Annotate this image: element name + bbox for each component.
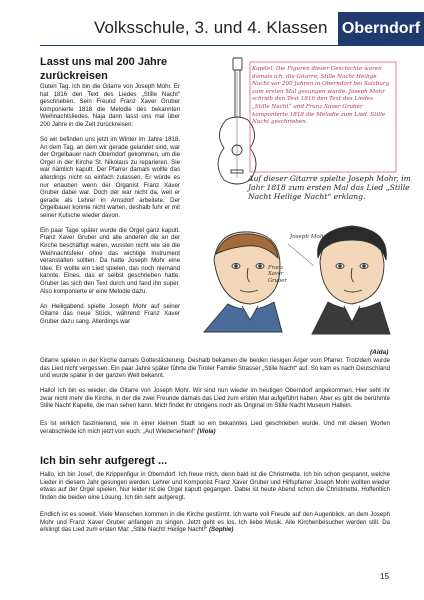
article-paragraph: Ein paar Tage später wurde die Orgel ganz kaputt. Franz Xaver Gruber und alle anderen die an der Kirche beschäftigt waren, wussten nicht wie sie die Weihnachtsfeier ohne das wichtige Instrument veranstalten sollten. Da hatte Joseph Mohr eine Idee. Er wollte ein Lied spielen, das noch niemand kannte. Eines, das er selbst geschrieben hatte. Gruber las sich den Text durch und fand ihn super. Also komponierte er eine Melodie dazu. [40,226,180,295]
handwriting-caption: Auf dieser Gitarre spielte Joseph Mohr, im Jahr 1818 zum ersten Mal das Lied „Stille Nacht Heilige Nacht“ erklang. [248,174,411,201]
handwriting-note: Kapitel: Die Figuren dieser Geschichte waren damals ich, die Gitarre, Stille Nacht Heilige Nacht vor 200 Jahren in Oberndorf bei Salzburg zum ersten Mal gesungen wurde. Joseph Mohr schrieb den Text 1816 den Text des Liedes „Stille Nacht“ und Franz Xaver Gruber komponierte 1818 die Melodie zum Lied. Stille Nacht geschrieben. [252,66,390,126]
page-number: 15 [380,572,389,581]
signature-viola: (Viola) [197,427,216,435]
paragraph-text: Gitarre spielen in der Kirche damals Gotteslästerung. Deshalb bekamen die beiden riesigen Ärger vom Pfarrer. Trotzdem wurde das Lied nicht vergessen. Ein paar Jahre später führte die Tiroler Familie Strasser „Stille Nacht“ auf. So kam es nach Deutschland und wurde später in der ganzen Welt bekannt. [40,357,390,380]
header-rule [40,45,424,46]
paragraph-text: Es ist wirklich faszinierend, wie in einer kleinen Stadt so ein bekanntes Lied geschrieben wurde. Und mit diesen Worten verabschiede ich mich jetzt von euch: „Auf Wiedersehen!“ [40,420,390,435]
article-paragraph [40,420,390,435]
page-header [0,12,424,46]
label-franz-xaver-gruber: Franz Xaver Gruber [268,265,287,284]
label-joseph-mohr: Joseph Mohr [290,234,327,240]
article-paragraph [40,357,390,380]
header-location-tab: Oberndorf [338,12,424,46]
article-paragraph: An Heiligabend spielte Joseph Mohr auf seiner Gitarre das neue Stück, während Franz Xaver Gruber dazu sang. Allerdings war [40,302,180,325]
label-pointer [288,244,314,266]
signature-sophie: (Sophie) [209,526,234,534]
article-title: Lasst uns mal 200 Jahre zurückreisen [40,56,168,82]
article-paragraph: So wir befinden uns jetzt im Winter im Jahre 1818. An dem Tag, an dem wir gerade gelandet sind, war der Orgelbauer nach Oberndorf gekommen, um die Orgel in der Kirche St. Nikolaus zu reparieren. Sie war nämlich kaputt. Der Pfarrer damals wollte das allerdings nicht so einfach zulassen. Er würde es nur erlauben wenn der Organist Franz Xaver Gruber dabei war. Doch der war nicht da, weil er gerade als Lehrer in Arnsdorf arbeitete. Der Orgelbauer konnte nicht warten, deshalb fuhr er mit seiner Kutsche wieder davon. [40,135,180,219]
paragraph-text: Endlich ist es soweit. Viele Menschen kommen in die Kirche gestürmt. Ich warte voll Freude auf den Augenblick, an dem Joseph Mohr und Franz Xaver Gruber anfangen zu singen. Jetzt geht es los. Ich liebe Musik. Alle Kirchenbesucher werden still. Da erklingt das Lied zum ersten Mal: „Stille Nacht! Heilige Nacht!“ [40,511,390,534]
article-paragraph [40,387,390,410]
paragraph-text: Hallo, ich bin Josef, die Krippenfigur in Oberndorf. Ich freue mich, denn bald ist die Christmette. Ich bin schon gespannt, welche Lieder in diesem Jahr gesungen werden. Lehrer und Komponist Franz Xaver Gruber und Hilfspfarrer Joseph Mohr wollten wieder etwas auf der Orgel spielen. Nur leider ist die Orgel kaputt gegangen. Dabei ist heute Abend schon die Christmette. Hoffentlich finden die beiden eine Lösung. Ich bin sehr aufgeregt. [40,471,390,501]
article-paragraph: Guten Tag. Ich bin die Gitarre von Joseph Mohr. Er hat 1816 den Text des Liedes „Stille Nacht“ geschrieben. Sein Freund Franz Xaver Gruber komponierte 1818 die Melodie des bekannten Weihnachtsliedes. Naja dann lasst uns mal über 200 Jahre in die Zeit zurückreisen: [40,83,180,128]
signature-aida: (Aida) [370,349,389,356]
header-title: Volksschule, 3. und 4. Klassen [94,18,328,37]
article-paragraph [40,511,390,534]
portrait-franz-xaver-gruber [312,226,390,334]
paragraph-text: Hallo! Ich bin es wieder, die Gitarre von Joseph Mohr. Wir sind nun wieder im heutigen Oberndorf angekommen. Hier seht ihr zwar nicht mehr die Kirche, in der die zwei Freunde damals das Lied zum ersten Mal aufgeführt haben. Aber es gibt die berühmte Stille Nacht Kapelle, die man sehen kann. Mich findet ihr übrigens noch als Original im Stille Nacht Museum Hallein. [40,387,390,410]
article-column [40,83,180,333]
article-title: Ich bin sehr aufgeregt ... [40,455,168,467]
article-paragraph [40,471,390,501]
